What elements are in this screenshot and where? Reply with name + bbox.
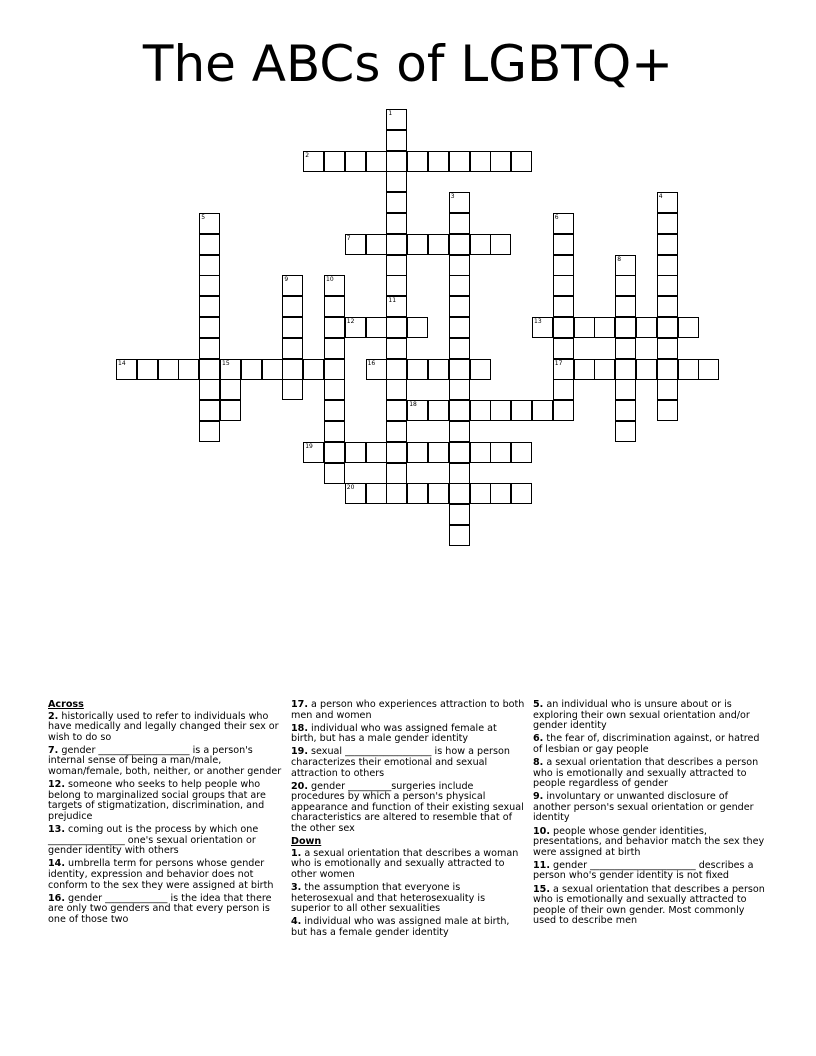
clue-text: the fear of, discrimination against, or hatred of lesbian or gay people <box>533 733 760 755</box>
crossword-cell[interactable] <box>615 379 636 400</box>
crossword-cell[interactable] <box>386 400 407 421</box>
crossword-cell[interactable] <box>615 400 636 421</box>
crossword-cell[interactable] <box>615 296 636 317</box>
clue-number: 20 <box>346 484 355 492</box>
crossword-cell[interactable] <box>386 213 407 234</box>
clue <box>533 861 767 882</box>
clue-text: a sexual orientation that describes a woman who is emotionally and sexually attracted to other women <box>291 847 519 880</box>
crossword-cell[interactable] <box>636 317 657 338</box>
crossword-cell[interactable] <box>220 379 241 400</box>
clue-text: individual who was assigned female at birth, but has a male gender identity <box>291 722 497 745</box>
crossword-cell[interactable] <box>553 275 574 296</box>
crossword-cell[interactable] <box>324 151 345 172</box>
clue-number-label: 14. <box>48 858 65 870</box>
crossword-cell[interactable] <box>449 442 470 463</box>
crossword-cell[interactable] <box>657 192 678 213</box>
crossword-cell[interactable] <box>449 234 470 255</box>
section-heading: Down <box>291 836 322 848</box>
clue <box>48 859 282 891</box>
crossword-cell[interactable] <box>657 400 678 421</box>
crossword-cell[interactable] <box>615 359 636 380</box>
clue-number-label: 11. <box>533 859 550 871</box>
crossword-cell[interactable] <box>657 317 678 338</box>
clue-number: 16 <box>367 359 376 367</box>
crossword-cell[interactable] <box>345 317 366 338</box>
clue-list <box>0 700 816 1000</box>
crossword-cell[interactable] <box>615 421 636 442</box>
crossword-cell[interactable] <box>428 359 449 380</box>
crossword-cell[interactable] <box>428 442 449 463</box>
crossword-cell[interactable] <box>178 359 199 380</box>
clue-text: umbrella term for persons whose gender identity, expression and behavior does not conform to the sex they were assigned at birth <box>48 858 274 891</box>
clue-number: 4 <box>658 193 663 201</box>
crossword-cell[interactable] <box>490 483 511 504</box>
crossword-cell[interactable] <box>386 151 407 172</box>
clue-text: someone who seeks to help people who belong to marginalized social groups that are targets of stigmatization, discrimination, and prejudice <box>48 779 266 822</box>
clue-text: gender _____________ is the idea that there are only two genders and that every person is one of those two <box>48 892 272 925</box>
crossword-cell[interactable] <box>553 317 574 338</box>
crossword-cell[interactable] <box>386 463 407 484</box>
crossword-cell[interactable] <box>241 359 262 380</box>
clue-number: 2 <box>305 151 310 159</box>
crossword-cell[interactable] <box>366 442 387 463</box>
crossword-cell[interactable] <box>657 379 678 400</box>
clue-text: individual who was assigned male at birth, but has a female gender identity <box>291 916 510 938</box>
clue-number: 5 <box>201 214 206 221</box>
crossword-cell[interactable] <box>553 255 574 276</box>
crossword-cell[interactable] <box>449 213 470 234</box>
crossword-cell[interactable] <box>386 421 407 442</box>
crossword-cell[interactable] <box>428 234 449 255</box>
clue-number: 1 <box>388 110 393 117</box>
crossword-cell[interactable] <box>282 296 303 317</box>
crossword-cell[interactable] <box>324 317 345 338</box>
crossword-cell[interactable] <box>366 151 387 172</box>
crossword-cell[interactable] <box>636 359 657 380</box>
crossword-cell[interactable] <box>574 317 595 338</box>
crossword-cell[interactable] <box>615 275 636 296</box>
crossword-cell[interactable] <box>449 275 470 296</box>
crossword-cell[interactable] <box>553 234 574 255</box>
crossword-cell[interactable] <box>428 400 449 421</box>
crossword-cell[interactable] <box>553 338 574 359</box>
clue-text: a person who experiences attraction to both men and women <box>291 699 525 721</box>
crossword-cell[interactable] <box>615 338 636 359</box>
crossword-cell[interactable] <box>324 421 345 442</box>
crossword-cell[interactable] <box>470 483 491 504</box>
crossword-cell[interactable] <box>490 442 511 463</box>
clue <box>291 782 525 835</box>
clue <box>291 700 525 721</box>
crossword-cell[interactable] <box>615 317 636 338</box>
crossword-cell[interactable] <box>199 275 220 296</box>
page-title: The ABCs of LGBTQ+ <box>142 35 674 93</box>
crossword-cell[interactable] <box>574 359 595 380</box>
crossword-cell[interactable] <box>490 400 511 421</box>
crossword-cell[interactable] <box>470 359 491 380</box>
clue-text: gender _________surgeries include procedures by which a person's physical appearance and function of their existing sexual characteristics are altered to resemble that of the other sex <box>291 780 524 835</box>
crossword-cell[interactable] <box>199 379 220 400</box>
crossword-cell[interactable] <box>345 151 366 172</box>
clue-number-label: 10. <box>533 825 550 837</box>
crossword-cell[interactable] <box>553 359 574 380</box>
clue <box>533 827 767 859</box>
crossword-cell[interactable] <box>324 359 345 380</box>
clue <box>533 758 767 790</box>
crossword-cell[interactable] <box>386 171 407 192</box>
crossword-cell[interactable] <box>449 359 470 380</box>
crossword-cell[interactable] <box>470 400 491 421</box>
crossword-cell[interactable] <box>199 255 220 276</box>
crossword-cell[interactable] <box>282 379 303 400</box>
crossword-cell[interactable] <box>345 442 366 463</box>
crossword-cell[interactable] <box>615 255 636 276</box>
crossword-cell[interactable] <box>553 379 574 400</box>
clue <box>291 849 525 881</box>
crossword-cell[interactable] <box>324 379 345 400</box>
clue-number: 19 <box>305 442 313 450</box>
crossword-cell[interactable] <box>366 234 387 255</box>
clue-number-label: 3. <box>291 882 302 893</box>
clue-number: 10 <box>326 276 334 284</box>
clue-number: 8 <box>617 255 622 263</box>
clue-number-label: 2. <box>48 710 59 722</box>
crossword-cell[interactable] <box>199 400 220 421</box>
crossword-cell[interactable] <box>386 379 407 400</box>
crossword-cell[interactable] <box>116 359 137 380</box>
crossword-cell[interactable] <box>449 463 470 484</box>
crossword-cell[interactable] <box>449 421 470 442</box>
clue-column-2 <box>291 700 525 941</box>
crossword-cell[interactable] <box>449 525 470 546</box>
clue-number-label: 8. <box>533 756 544 768</box>
clue-column-1 <box>48 700 282 928</box>
clue-number-label: 13. <box>48 824 65 836</box>
crossword-cell[interactable] <box>282 359 303 380</box>
clue-number-label: 17. <box>291 699 308 710</box>
clue-number: 13 <box>534 318 542 325</box>
clue-number: 7 <box>346 234 351 242</box>
crossword-cell[interactable] <box>678 359 699 380</box>
crossword-cell[interactable] <box>386 483 407 504</box>
crossword-cell[interactable] <box>345 234 366 255</box>
crossword-cell[interactable] <box>511 151 532 172</box>
crossword-cell[interactable] <box>407 442 428 463</box>
crossword-cell[interactable] <box>449 317 470 338</box>
clue-number-label: 6. <box>533 733 544 745</box>
crossword-cell[interactable] <box>490 234 511 255</box>
clue-column-3 <box>533 700 767 929</box>
crossword-cell[interactable] <box>449 296 470 317</box>
clue-text: a sexual orientation that describes a person who is emotionally and sexually attracted to people of their own gender. Most commonly used to describe men <box>533 883 765 927</box>
clue <box>48 712 282 744</box>
crossword-cell[interactable] <box>282 275 303 296</box>
crossword-cell[interactable] <box>470 234 491 255</box>
clue <box>533 792 767 824</box>
crossword-cell[interactable] <box>366 483 387 504</box>
crossword-cell[interactable] <box>386 338 407 359</box>
clue <box>291 883 525 915</box>
crossword-cell[interactable] <box>553 400 574 421</box>
clue-number-label: 19. <box>291 746 308 758</box>
clue-text: sexual __________________ is how a person characterizes their emotional and sexual attraction to others <box>291 746 510 779</box>
crossword-cell[interactable] <box>324 442 345 463</box>
clue-number-label: 20. <box>291 780 308 792</box>
clue-text: gender ___________________ is a person's internal sense of being a man/male, woman/female, both, neither, or another gender <box>48 744 282 778</box>
crossword-cell[interactable] <box>199 213 220 234</box>
crossword-cell[interactable] <box>262 359 283 380</box>
crossword-cell[interactable] <box>386 130 407 151</box>
crossword-cell[interactable] <box>366 359 387 380</box>
crossword-cell[interactable] <box>199 296 220 317</box>
crossword-cell[interactable] <box>449 255 470 276</box>
crossword-cell[interactable] <box>407 400 428 421</box>
clue-text: an individual who is unsure about or is exploring their own sexual orientation and/or gender identity <box>533 699 750 732</box>
clue <box>48 780 282 822</box>
crossword-cell[interactable] <box>532 400 553 421</box>
clue <box>48 825 282 857</box>
clue <box>291 724 525 745</box>
crossword-cell[interactable] <box>303 151 324 172</box>
crossword-cell[interactable] <box>532 317 553 338</box>
crossword-cell[interactable] <box>657 338 678 359</box>
clue-text: coming out is the process by which one ________________ one's sexual orientation or gender identity with others <box>48 824 259 857</box>
crossword-cell[interactable] <box>657 275 678 296</box>
clue-number: 18 <box>409 401 417 409</box>
clue-number: 15 <box>222 359 230 367</box>
crossword-cell[interactable] <box>407 151 428 172</box>
clue-number: 17 <box>554 359 563 367</box>
crossword-cell[interactable] <box>553 296 574 317</box>
crossword-cell[interactable] <box>470 151 491 172</box>
clue-number: 9 <box>284 276 289 284</box>
clue-text: involuntary or unwanted disclosure of another person's sexual orientation or gender identity <box>533 791 754 824</box>
crossword-cell[interactable] <box>345 483 366 504</box>
crossword-cell[interactable] <box>698 359 719 380</box>
crossword-cell[interactable] <box>386 275 407 296</box>
clue-number: 6 <box>554 214 559 221</box>
crossword-cell[interactable] <box>303 442 324 463</box>
crossword-cell[interactable] <box>386 442 407 463</box>
crossword-cell[interactable] <box>386 359 407 380</box>
clue <box>533 885 767 927</box>
crossword-cell[interactable] <box>449 338 470 359</box>
clue-number-label: 16. <box>48 892 65 904</box>
clue-number: 3 <box>450 193 455 201</box>
crossword-cell[interactable] <box>324 275 345 296</box>
clue <box>533 700 767 732</box>
clue-text: gender ______________________ describes a person who's gender identity is not fixed <box>533 859 754 882</box>
crossword-cell[interactable] <box>407 483 428 504</box>
clue-number-label: 9. <box>533 791 544 803</box>
crossword-cell[interactable] <box>324 296 345 317</box>
crossword-cell[interactable] <box>449 151 470 172</box>
crossword-cell[interactable] <box>449 504 470 525</box>
crossword-cell[interactable] <box>386 317 407 338</box>
clue-text: the assumption that everyone is heterosexual and that heterosexuality is superior to all other sexualities <box>291 882 486 915</box>
clue <box>291 747 525 779</box>
crossword-cell[interactable] <box>324 400 345 421</box>
crossword-cell[interactable] <box>657 296 678 317</box>
crossword-cell[interactable] <box>594 359 615 380</box>
clue-number-label: 4. <box>291 916 302 928</box>
section-heading: Across <box>48 699 84 710</box>
crossword-cell[interactable] <box>386 234 407 255</box>
crossword-cell[interactable] <box>137 359 158 380</box>
crossword-cell[interactable] <box>386 296 407 317</box>
clue-number-label: 1. <box>291 847 302 859</box>
clue-number-label: 5. <box>533 699 544 710</box>
clue-number-label: 12. <box>48 779 65 791</box>
crossword-cell[interactable] <box>199 421 220 442</box>
crossword-cell[interactable] <box>158 359 179 380</box>
crossword-cell[interactable] <box>594 317 615 338</box>
crossword-cell[interactable] <box>449 483 470 504</box>
clue-number-label: 15. <box>533 883 550 895</box>
crossword-cell[interactable] <box>428 483 449 504</box>
crossword-cell[interactable] <box>449 400 470 421</box>
crossword-cell[interactable] <box>511 483 532 504</box>
crossword-cell[interactable] <box>282 317 303 338</box>
crossword-cell[interactable] <box>657 213 678 234</box>
crossword-cell[interactable] <box>407 359 428 380</box>
crossword-cell[interactable] <box>199 234 220 255</box>
crossword-cell[interactable] <box>282 338 303 359</box>
clue <box>48 894 282 926</box>
crossword-cell[interactable] <box>407 234 428 255</box>
crossword-cell[interactable] <box>199 317 220 338</box>
clue-number-label: 18. <box>291 722 308 734</box>
clue-text: historically used to refer to individuals who have medically and legally changed their sex or wish to do so <box>48 710 279 743</box>
clue-text: a sexual orientation that describes a person who is emotionally and sexually attracted to people regardless of gender <box>533 756 759 790</box>
crossword-cell[interactable] <box>386 192 407 213</box>
crossword-cell[interactable] <box>449 192 470 213</box>
clue-number: 12 <box>346 318 355 325</box>
clue-number: 14 <box>118 359 126 367</box>
crossword-cell[interactable] <box>449 379 470 400</box>
crossword-cell[interactable] <box>657 359 678 380</box>
crossword-cell[interactable] <box>657 255 678 276</box>
crossword-cell[interactable] <box>470 442 491 463</box>
crossword-cell[interactable] <box>678 317 699 338</box>
clue <box>48 746 282 778</box>
crossword-cell[interactable] <box>511 400 532 421</box>
crossword-cell[interactable] <box>386 109 407 130</box>
crossword-cell[interactable] <box>199 338 220 359</box>
crossword-cell[interactable] <box>199 359 220 380</box>
crossword-cell[interactable] <box>220 400 241 421</box>
crossword-cell[interactable] <box>386 255 407 276</box>
crossword-cell[interactable] <box>553 213 574 234</box>
clue-number: 11 <box>388 297 397 305</box>
crossword-cell[interactable] <box>324 463 345 484</box>
clue <box>533 734 767 755</box>
crossword-cell[interactable] <box>511 442 532 463</box>
crossword-cell[interactable] <box>366 317 387 338</box>
crossword-cell[interactable] <box>657 234 678 255</box>
clue <box>291 917 525 938</box>
crossword-cell[interactable] <box>220 359 241 380</box>
clue-text: people whose gender identities, presentations, and behavior match the sex they were assigned at birth <box>533 825 765 858</box>
clue-number-label: 7. <box>48 744 59 756</box>
crossword-cell[interactable] <box>407 317 428 338</box>
crossword-cell[interactable] <box>428 151 449 172</box>
crossword-cell[interactable] <box>490 151 511 172</box>
crossword-cell[interactable] <box>303 359 324 380</box>
crossword-cell[interactable] <box>324 338 345 359</box>
